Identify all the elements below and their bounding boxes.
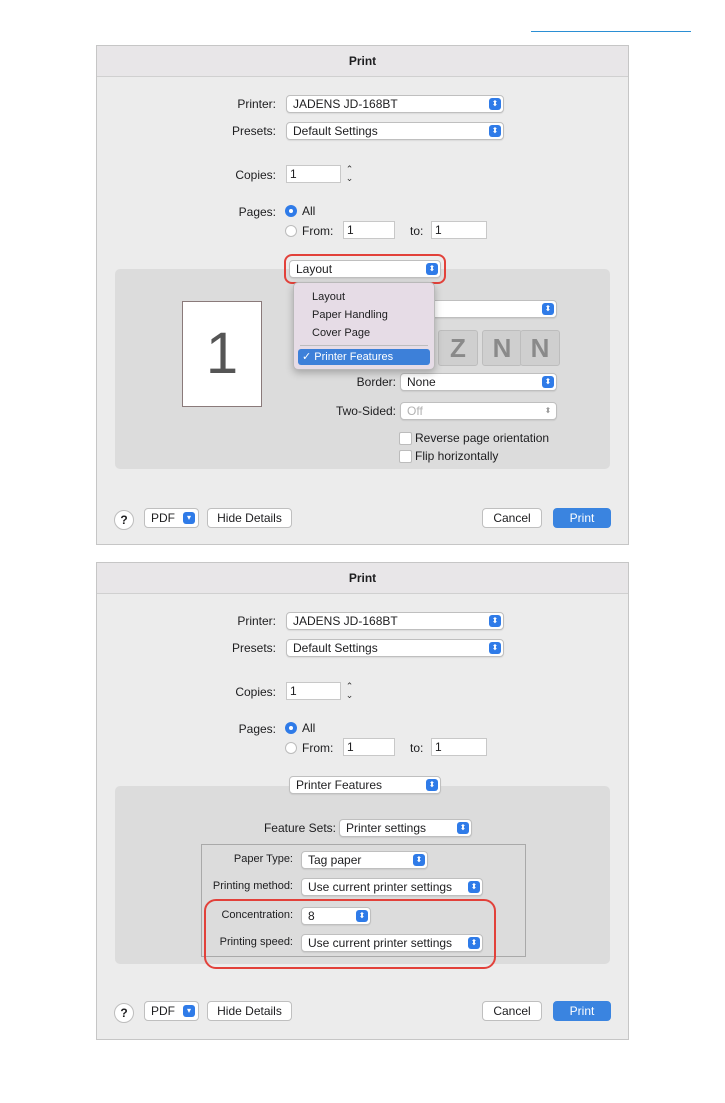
chevron-updown-icon: ⬍ xyxy=(426,263,438,275)
layout-direction-z-button[interactable]: Z xyxy=(438,330,478,366)
section-dropdown-menu xyxy=(293,282,435,370)
pdf-label: PDF xyxy=(151,1004,175,1018)
presets-popup[interactable] xyxy=(286,122,504,140)
paper-type-label: Paper Type: xyxy=(233,853,293,865)
copies-field[interactable]: 1 xyxy=(286,682,341,700)
copies-stepper[interactable]: ⌃ ⌄ xyxy=(345,681,354,700)
chevron-updown-icon: ⬍ xyxy=(426,779,438,791)
feature-sets-value: Printer settings xyxy=(346,821,427,835)
border-label: Border: xyxy=(356,375,396,389)
section-popup-value: Layout xyxy=(296,262,333,276)
chevron-down-icon: ▾ xyxy=(183,512,195,524)
pages-to-label: to: xyxy=(410,224,424,238)
copies-label: Copies: xyxy=(235,685,276,699)
printer-popup[interactable] xyxy=(286,95,504,113)
concentration-label: Concentration: xyxy=(221,909,293,921)
printer-popup[interactable] xyxy=(286,612,504,630)
printing-method-label: Printing method: xyxy=(212,880,293,892)
chevron-updown-icon: ⬍ xyxy=(489,615,501,627)
chevron-updown-icon: ⬍ xyxy=(413,854,425,866)
print-dialog-layout xyxy=(96,45,629,545)
hide-details-button[interactable]: Hide Details xyxy=(207,508,292,528)
top-decorative-line xyxy=(531,31,691,32)
menu-item-layout[interactable]: Layout xyxy=(312,291,346,303)
highlight-section-popup xyxy=(284,254,446,284)
chevron-updown-icon: ⬍ xyxy=(489,98,501,110)
chevron-updown-icon: ⬍ xyxy=(489,642,501,654)
pages-range-radio[interactable] xyxy=(285,225,297,237)
presets-value: Default Settings xyxy=(293,641,378,655)
menu-separator xyxy=(300,345,428,346)
chevron-updown-icon: ⬍ xyxy=(489,125,501,137)
copies-stepper[interactable]: ⌃ ⌄ xyxy=(345,164,354,183)
two-sided-popup xyxy=(400,402,557,420)
presets-value: Default Settings xyxy=(293,124,378,138)
menu-item-paper-handling[interactable]: Paper Handling xyxy=(312,309,388,321)
chevron-updown-icon: ⬍ xyxy=(356,910,368,922)
border-value: None xyxy=(407,375,436,389)
flip-horizontally-label: Flip horizontally xyxy=(415,449,499,463)
presets-label: Presets: xyxy=(231,641,276,655)
section-popup-value: Printer Features xyxy=(296,778,383,792)
page-preview xyxy=(182,301,262,407)
pages-from-label: From: xyxy=(302,224,334,238)
help-button[interactable]: ? xyxy=(114,510,134,530)
layout-direction-n-reverse-button[interactable]: N xyxy=(482,330,522,366)
layout-direction-n-button[interactable]: N xyxy=(520,330,560,366)
printer-label: Printer: xyxy=(237,614,276,628)
pdf-menu-button[interactable] xyxy=(144,508,199,528)
feature-sets-popup[interactable] xyxy=(339,819,472,837)
chevron-updown-icon: ⬍ xyxy=(468,937,480,949)
chevron-updown-icon: ⬍ xyxy=(457,822,469,834)
page-preview-number: 1 xyxy=(205,321,239,386)
flip-horizontally-checkbox[interactable] xyxy=(399,450,412,463)
pages-from-label: From: xyxy=(302,741,334,755)
print-button[interactable]: Print xyxy=(553,1001,611,1021)
dialog-title: Print xyxy=(97,46,628,77)
chevron-updown-icon: ⬍ xyxy=(468,881,480,893)
pages-all-label: All xyxy=(302,204,316,218)
pages-from-field[interactable]: 1 xyxy=(343,221,395,239)
dialog-title: Print xyxy=(97,563,628,594)
reverse-orientation-label: Reverse page orientation xyxy=(415,431,550,445)
feature-sets-label: Feature Sets: xyxy=(263,821,336,835)
printing-method-popup[interactable] xyxy=(301,878,483,896)
printing-method-value: Use current printer settings xyxy=(308,880,453,894)
pages-to-label: to: xyxy=(410,741,424,755)
copies-label: Copies: xyxy=(235,168,276,182)
chevron-updown-icon: ⬍ xyxy=(542,376,554,388)
menu-item-printer-features[interactable]: ✓ Printer Features xyxy=(298,349,430,365)
hide-details-button[interactable]: Hide Details xyxy=(207,1001,292,1021)
printer-value: JADENS JD-168BT xyxy=(293,614,398,628)
pages-to-field[interactable]: 1 xyxy=(431,738,487,756)
printing-speed-value: Use current printer settings xyxy=(308,936,453,950)
menu-item-cover-page[interactable]: Cover Page xyxy=(312,327,371,339)
print-dialog-printer-features xyxy=(96,562,629,1040)
pages-label: Pages: xyxy=(238,205,276,219)
border-popup[interactable] xyxy=(400,373,557,391)
pdf-label: PDF xyxy=(151,511,175,525)
help-button[interactable]: ? xyxy=(114,1003,134,1023)
cancel-button[interactable]: Cancel xyxy=(482,1001,542,1021)
pages-all-label: All xyxy=(302,721,316,735)
two-sided-label: Two-Sided: xyxy=(335,404,396,418)
presets-label: Presets: xyxy=(231,124,276,138)
highlight-concentration-speed xyxy=(204,899,496,969)
print-button[interactable]: Print xyxy=(553,508,611,528)
pdf-menu-button[interactable] xyxy=(144,1001,199,1021)
pages-all-radio[interactable] xyxy=(285,722,297,734)
section-popup[interactable] xyxy=(289,776,441,794)
cancel-button[interactable]: Cancel xyxy=(482,508,542,528)
chevron-down-icon: ▾ xyxy=(183,1005,195,1017)
pages-label: Pages: xyxy=(238,722,276,736)
pages-range-radio[interactable] xyxy=(285,742,297,754)
reverse-orientation-checkbox[interactable] xyxy=(399,432,412,445)
paper-type-popup[interactable] xyxy=(301,851,428,869)
printer-value: JADENS JD-168BT xyxy=(293,97,398,111)
two-sided-value: Off xyxy=(407,404,423,418)
printer-label: Printer: xyxy=(237,97,276,111)
pages-from-field[interactable]: 1 xyxy=(343,738,395,756)
paper-type-value: Tag paper xyxy=(308,853,362,867)
copies-field[interactable]: 1 xyxy=(286,165,341,183)
concentration-value: 8 xyxy=(308,909,315,923)
pages-all-radio[interactable] xyxy=(285,205,297,217)
printing-speed-label: Printing speed: xyxy=(219,936,293,948)
chevron-updown-icon: ⬍ xyxy=(542,303,554,315)
chevron-updown-icon: ⬍ xyxy=(542,405,554,417)
pages-to-field[interactable]: 1 xyxy=(431,221,487,239)
presets-popup[interactable] xyxy=(286,639,504,657)
